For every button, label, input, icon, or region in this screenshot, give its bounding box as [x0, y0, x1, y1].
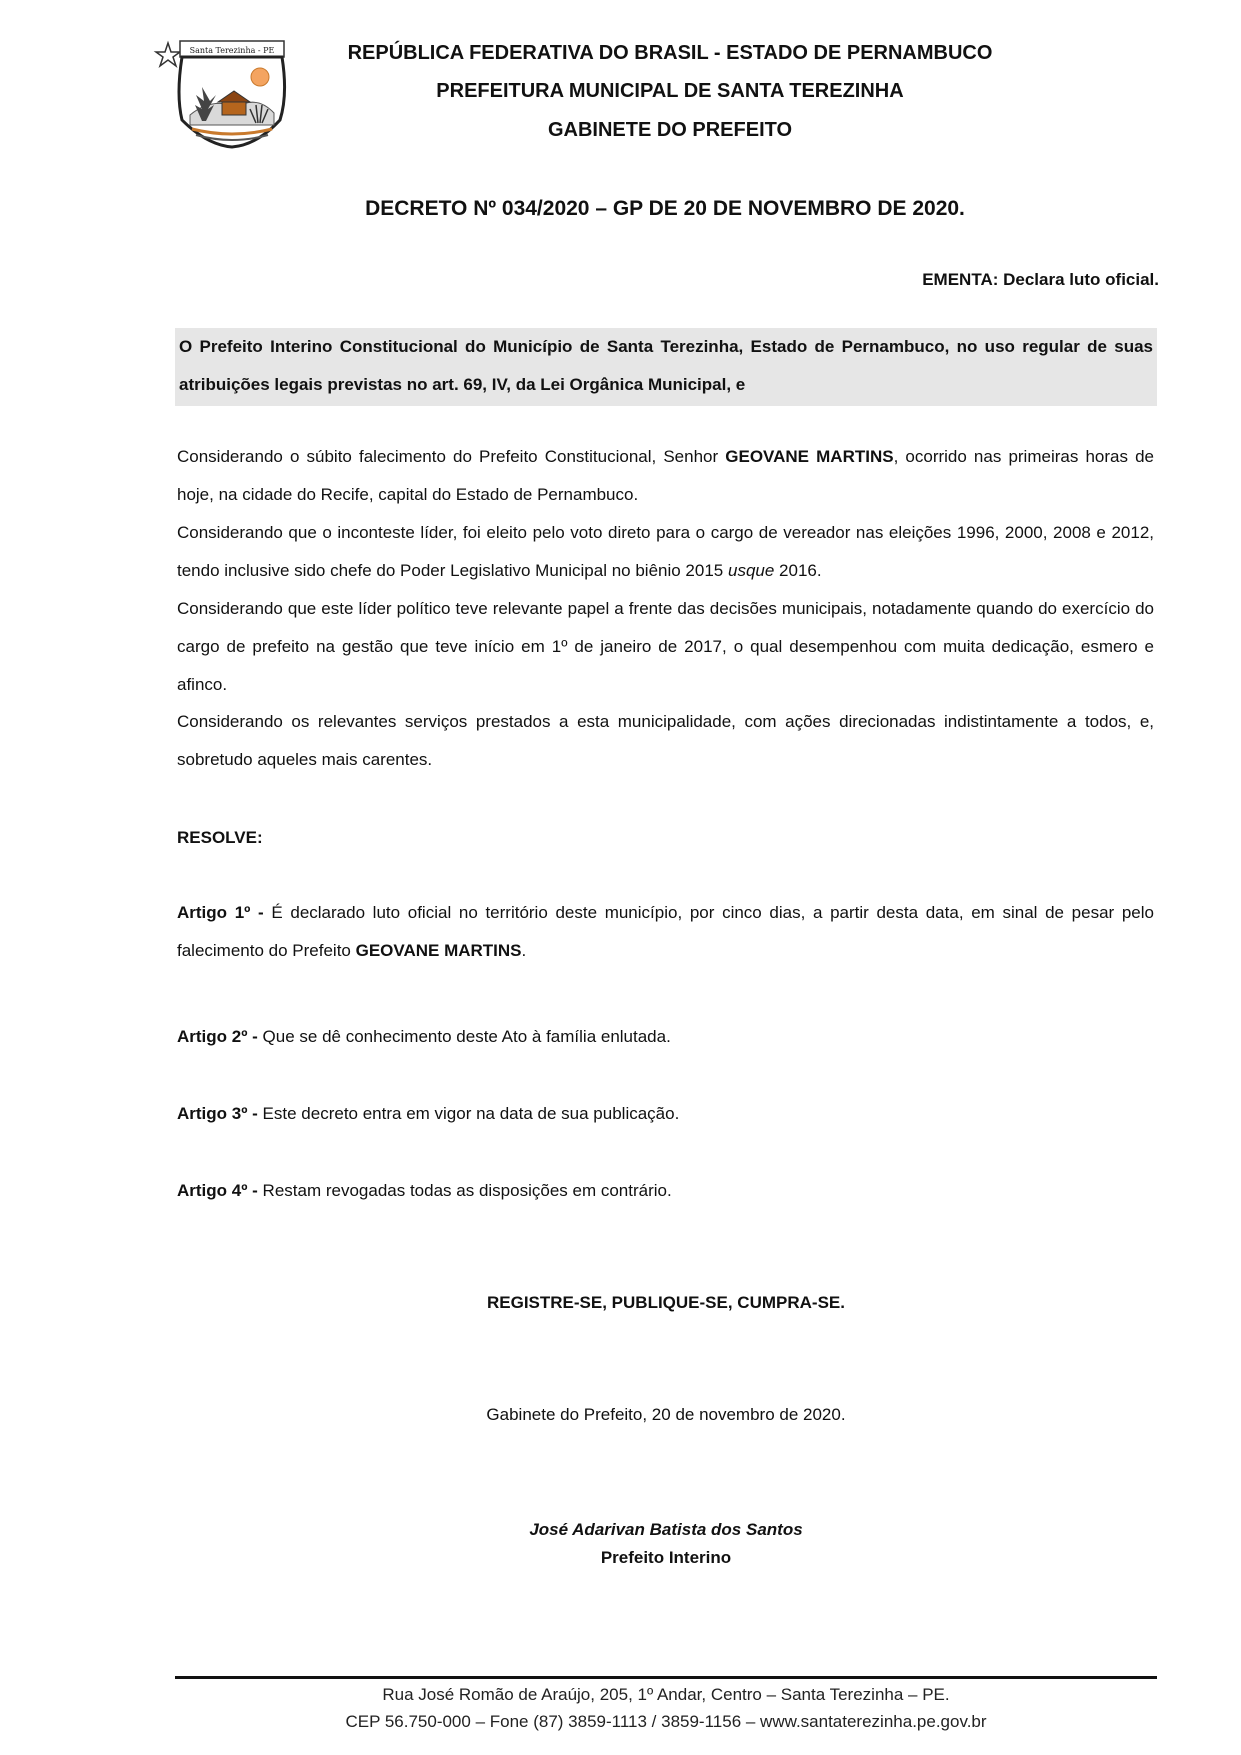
signer-name: José Adarivan Batista dos Santos [529, 1520, 803, 1539]
article-1: Artigo 1º - É declarado luto oficial no território deste município, por cinco dias, a partir desta data, em sinal de pesar pelo falecimento do Prefeito GEOVANE MARTINS. [177, 903, 1154, 960]
article-3: Artigo 3º - Este decreto entra em vigor na data de sua publicação. [177, 1104, 680, 1123]
decree-title: DECRETO Nº 034/2020 – GP DE 20 DE NOVEMBRO DE 2020. [365, 197, 965, 220]
svg-text:Santa Terezinha - PE: Santa Terezinha - PE [189, 46, 275, 55]
place-date: Gabinete do Prefeito, 20 de novembro de 2020. [486, 1405, 846, 1424]
intro-paragraph: O Prefeito Interino Constitucional do Município de Santa Terezinha, Estado de Pernambuco, no uso regular de suas atribuições legais previstas no art. 69, IV, da Lei Orgânica Municipal, e [175, 328, 1157, 406]
ementa: EMENTA: Declara luto oficial. [922, 270, 1159, 289]
signer-role: Prefeito Interino [600, 1548, 732, 1567]
resolve-heading: RESOLVE: [177, 828, 263, 847]
consideration-2: Considerando que o inconteste líder, foi eleito pelo voto direto para o cargo de vereador nas eleições 1996, 2000, 2008 e 2012, tendo inclusive sido chefe do Poder Legislativo Municipal no biênio 2015 usque 2016. [177, 523, 1154, 580]
header-line-3: GABINETE DO PREFEITO [547, 119, 793, 141]
star-icon [156, 43, 180, 66]
header-line-2: PREFEITURA MUNICIPAL DE SANTA TEREZINHA [436, 80, 904, 102]
footer-address: Rua José Romão de Araújo, 205, 1º Andar, Centro – Santa Terezinha – PE. [382, 1685, 950, 1704]
consideration-3: Considerando que este líder político teve relevante papel a frente das decisões municipais, notadamente quando do exercício do cargo de prefeito na gestão que teve início em 1º de janeiro de 2017, o qual desempenhou com muita dedicação, esmero e afinco. [177, 599, 1154, 694]
article-2: Artigo 2º - Que se dê conhecimento deste Ato à família enlutada. [177, 1027, 671, 1046]
consideration-1: Considerando o súbito falecimento do Prefeito Constitucional, Senhor GEOVANE MARTINS, ocorrido nas primeiras horas de hoje, na cidade do Recife, capital do Estado de Pernambuco. [177, 447, 1154, 504]
consideration-4: Considerando os relevantes serviços prestados a esta municipalidade, com ações direcionadas indistintamente a todos, e, sobretudo aqueles mais carentes. [177, 712, 1154, 769]
register-line: REGISTRE-SE, PUBLIQUE-SE, CUMPRA-SE. [487, 1293, 845, 1312]
footer-contact: CEP 56.750-000 – Fone (87) 3859-1113 / 3859-1156 – www.santaterezinha.pe.gov.br [345, 1712, 987, 1731]
article-4: Artigo 4º - Restam revogadas todas as disposições em contrário. [177, 1181, 672, 1200]
footer-divider [175, 1676, 1157, 1679]
header-line-1: REPÚBLICA FEDERATIVA DO BRASIL - ESTADO DE PERNAMBUCO [347, 42, 993, 64]
